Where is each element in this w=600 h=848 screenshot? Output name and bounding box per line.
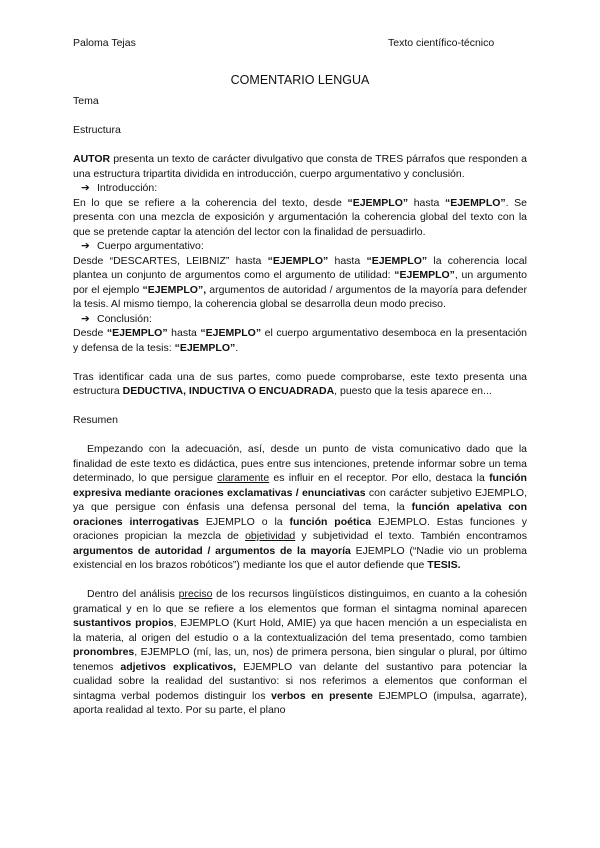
cuerpo-heading: ➔ Cuerpo argumentativo: xyxy=(81,240,204,252)
conclusion-paragraph: Desde “EJEMPLO” hasta “EJEMPLO” el cuerpo argumentativo desemboca en la presentación y defensa de la tesis: “EJEMPLO”. xyxy=(73,327,527,354)
blank-line xyxy=(73,138,527,153)
adecuacion-paragraph: Empezando con la adecuación, así, desde un punto de vista comunicativo dado que la finalidad de este texto es didáctica, pues entre sus intenciones, pretende informar sobre un tema determinado, lo que persigue claramente es influir en el receptor. Por ello, destaca la función expresiva mediante oraciones exclamativas / enunciativas con carácter subjetivo EJEMPLO, ya que persigue con énfasis una defensa personal del tema, la función apelativa con oraciones interrogativas EJEMPLO o la función poética EJEMPLO. Estas funciones y oraciones propician la mezcla de objetividad y subjetividad el texto. También encontramos argumentos de autoridad / argumentos de la mayoría EJEMPLO (“Nadie vio un problema existencial en los brazos robóticos”) mediante los que el autor defiende que TESIS. xyxy=(73,443,528,571)
estructura-summary-paragraph: Tras identificar cada una de sus partes, como puede comprobarse, este texto presenta una estructura DEDUCTIVA, INDUCTIVA O ENCUADRADA, puesto que la tesis aparece en... xyxy=(73,370,527,397)
document-body xyxy=(73,73,527,718)
section-tema: Tema xyxy=(73,95,99,107)
header-text-type: Texto científico-técnico xyxy=(388,37,495,49)
arrow-right-icon: ➔ xyxy=(81,182,90,194)
cohesion-paragraph: Dentro del análisis preciso de los recursos lingüísticos distinguimos, en cuanto a la cohesión gramatical y en lo que se refiere a los elementos que forman el sintagma nominal aparecen sustantivos propios, EJEMPLO (Kurt Hold, AMIE) ya que hacen mención a un especialista en la materia, al origen del estudio o a la contextualización del tema presentado, como tambien pronombres, EJEMPLO (mí, las, un, nos) de primera persona, bien singular o plural, por último tenemos adjetivos explicativos, EJEMPLO van delante del sustantivo para potenciar la cualidad sobre la realidad del sustantivo: si nos referimos a elementos que conforman el sintagma verbal podemos distinguir los verbos en presente EJEMPLO (impulsa, agarrate), aporta realidad al texto. Por su parte, el plano xyxy=(73,588,527,716)
header-author: Paloma Tejas xyxy=(73,37,136,49)
blank-line xyxy=(73,109,527,124)
intro-paragraph: En lo que se refiere a la coherencia del texto, desde “EJEMPLO” hasta “EJEMPLO”. Se presenta con una mezcla de exposición y argumentación la coherencia global del texto con la que se pretende captar la atención del lector con la finalidad de persuadirlo. xyxy=(73,196,527,238)
author-placeholder: AUTOR xyxy=(73,153,111,165)
cuerpo-paragraph: Desde “DESCARTES, LEIBNIZ” hasta “EJEMPLO” hasta “EJEMPLO” la coherencia local plantea un conjunto de argumentos como el argumento de utilidad: “EJEMPLO”, un argumento por el ejemplo “EJEMPLO”, argumentos de autoridad / argumentos de la mayoría para defender la tesis. Al mismo tiempo, la coherencia global se desarrolla deun modo preciso. xyxy=(73,254,528,310)
estructura-paragraph: AUTOR presenta un texto de carácter divulgativo que consta de TRES párrafos que responden a una estructura tripartita dividida en introducción, cuerpo argumentativo y conclusión. xyxy=(73,153,527,180)
arrow-right-icon: ➔ xyxy=(81,312,90,325)
document-title: COMENTARIO LENGUA xyxy=(230,73,370,87)
intro-heading: ➔ Introducción: xyxy=(81,182,158,194)
blank-line xyxy=(73,428,527,443)
blank-line xyxy=(73,399,527,414)
arrow-right-icon: ➔ xyxy=(81,240,90,252)
section-resumen: Resumen xyxy=(73,414,118,426)
blank-line xyxy=(73,573,527,588)
blank-line xyxy=(73,355,527,370)
section-estructura: Estructura xyxy=(73,124,121,136)
conclusion-heading: ➔ Conclusión: xyxy=(81,312,152,325)
